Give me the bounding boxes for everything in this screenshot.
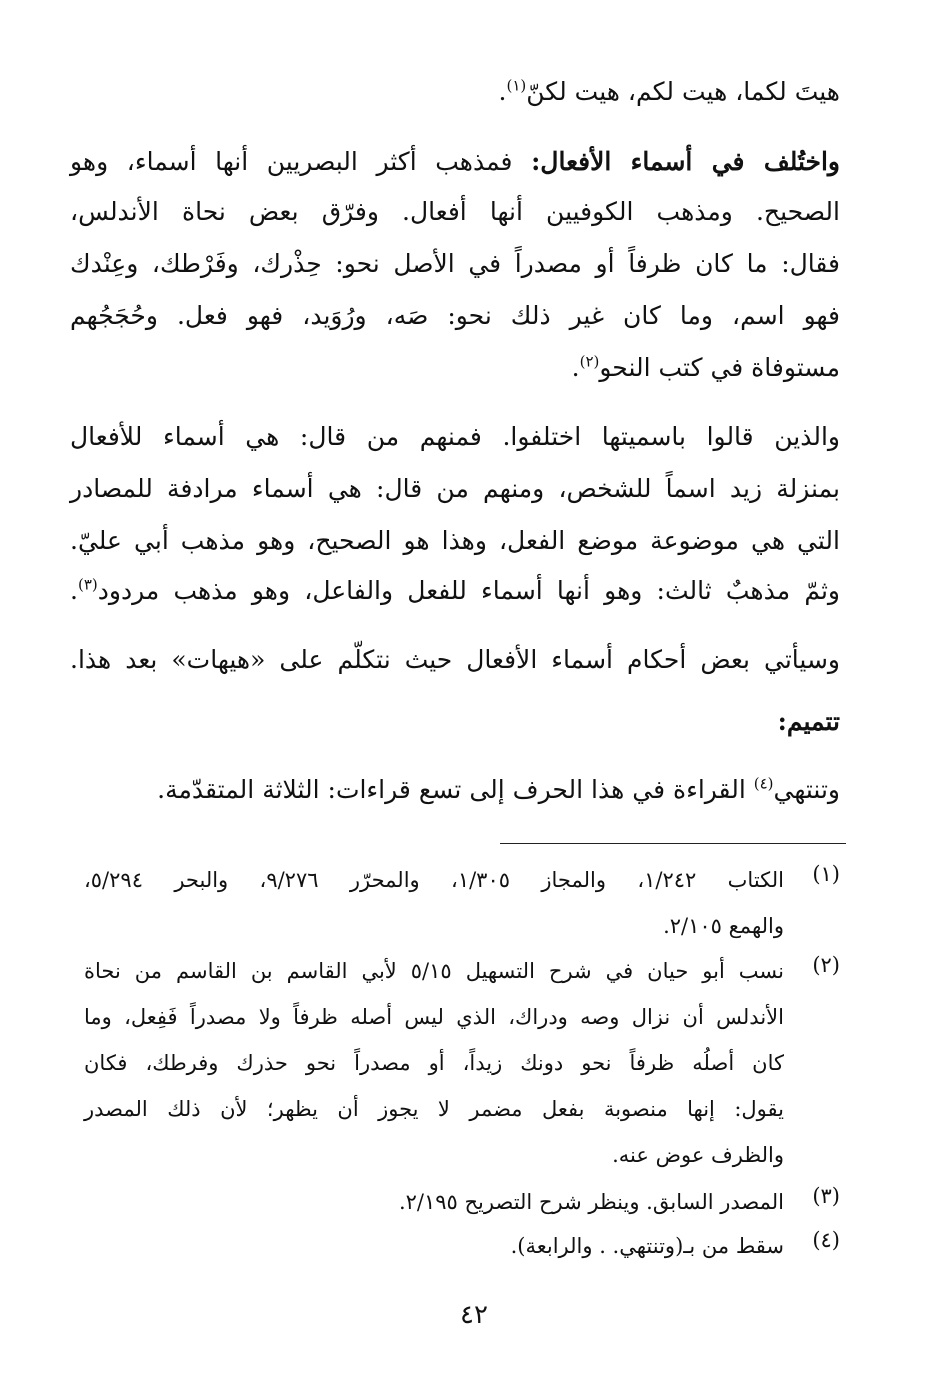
text-line: وثمّ مذهبٌ ثالث: وهو أنها أسماء للفعل والفاعل، وهو مذهب مردود$^{(٣)}$. (70, 575, 840, 605)
text-line: واختُلف في أسماء الأفعال: فمذهب أكثر البصريين أنها أسماء، وهو (70, 147, 841, 176)
text-line: وسيأتي بعض أحكام أسماء الأفعال حيث نتكلّم على «هيهات» بعد هذا. (70, 645, 840, 674)
text-line: مستوفاة في كتب النحو$^{(٢)}$. (571, 352, 840, 382)
text-line: بمنزلة زيد اسماً للشخص، ومنهم من قال: هي أسماء مرادفة للمصادر (70, 474, 840, 503)
text-line: التي هي موضوعة موضع الفعل، وهذا هو الصحيح، وهو مذهب أبي عليّ. (70, 526, 840, 555)
text-line: والذين قالوا باسميتها اختلفوا. فمنهم من قال: هي أسماء للأفعال (70, 422, 840, 451)
book-page: هيتَ لكما، هيت لكم، هيت لكنّ$^{(١)}$. واختُلف في أسماء الأفعال: فمذهب أكثر البصريين أنها أسماء، وهو الصحيح. ومذهب الكوفيين أنها أفعال. وفرّق بعض نحاة الأندلس، فقال: ما كان ظرفاً أو مصدراً في الأصل نحو: حِذْرك، وفَرْطك، وعِنْدك فهو اسم، وما كان غير ذلك نحو: صَه، ورُوَيد، فهو فعل. وحُجَجُهم مستوفاة في كتب النحو$^{(٢)}$. والذين قالوا باسميتها اختلفوا. فمنهم من قال: هي أسماء للأفعال بمنزلة زيد اسماً للشخص، ومنهم من قال: هي أسماء مرادفة للمصادر التي هي موضوعة موضع الفعل، وهذا هو الصحيح، وهو مذهب أبي عليّ. وثمّ مذهبٌ ثالث: وهو أنها أسماء للفعل والفاعل، وهو مذهب مردود$^{(٣)}$. وسيأتي بعض أحكام أسماء الأفعال حيث نتكلّم على «هيهات» بعد هذا. تتميم: وتنتهي$^{(٤)}$ القراءة في هذا الحرف إلى تسع قراءات: الثلاثة المتقدّمة. (١) الكتاب ١/٢٤٢، والمجاز ١/٣٠٥، والمحرّر ٩/٢٧٦، والبحر ٥/٢٩٤، والهمع ٢/١٠٥. (٢) نسب أبو حيان في شرح التسهيل ٥/١٥ لأبي القاسم بن القاسم من نحاة الأندلس أن نزال وصه ودراك، الذي ليس أصله ظرفاً ولا مصدراً فَفِعل، وما كان أصلُه ظرفاً نحو دونك زيداً، أو مصدراً نحو حذرك وفرطك، فكان يقول: إنها منصوبة بفعل مضمر لا يجوز أن يظهر؛ لأن ذلك المصدر والظرف عوض عنه. (٣) المصدر السابق. وينظر شرح التصريح ٢/١٩٥. (٤) سقط من بـ(وتنتهي. . والرابعة). ٤٢ (0, 0, 948, 1382)
text-line: وتنتهي$^{(٤)}$ القراءة في هذا الحرف إلى تسع قراءات: الثلاثة المتقدّمة. (157, 774, 840, 804)
text-line: فقال: ما كان ظرفاً أو مصدراً في الأصل نحو: حِذْرك، وفَرْطك، وعِنْدك (70, 249, 840, 278)
section-heading: تتميم: (777, 707, 840, 736)
text-line: الصحيح. ومذهب الكوفيين أنها أفعال. وفرّق بعض نحاة الأندلس، (70, 197, 840, 226)
text-line: هيتَ لكما، هيت لكم، هيت لكنّ$^{(١)}$. (498, 76, 840, 106)
footnote-separator (500, 843, 846, 844)
text-line: فهو اسم، وما كان غير ذلك نحو: صَه، ورُوَيد، فهو فعل. وحُجَجُهم (70, 301, 840, 330)
page-number: ٤٢ (460, 1300, 488, 1330)
bold-lead: واختُلف في أسماء الأفعال: (531, 147, 841, 176)
